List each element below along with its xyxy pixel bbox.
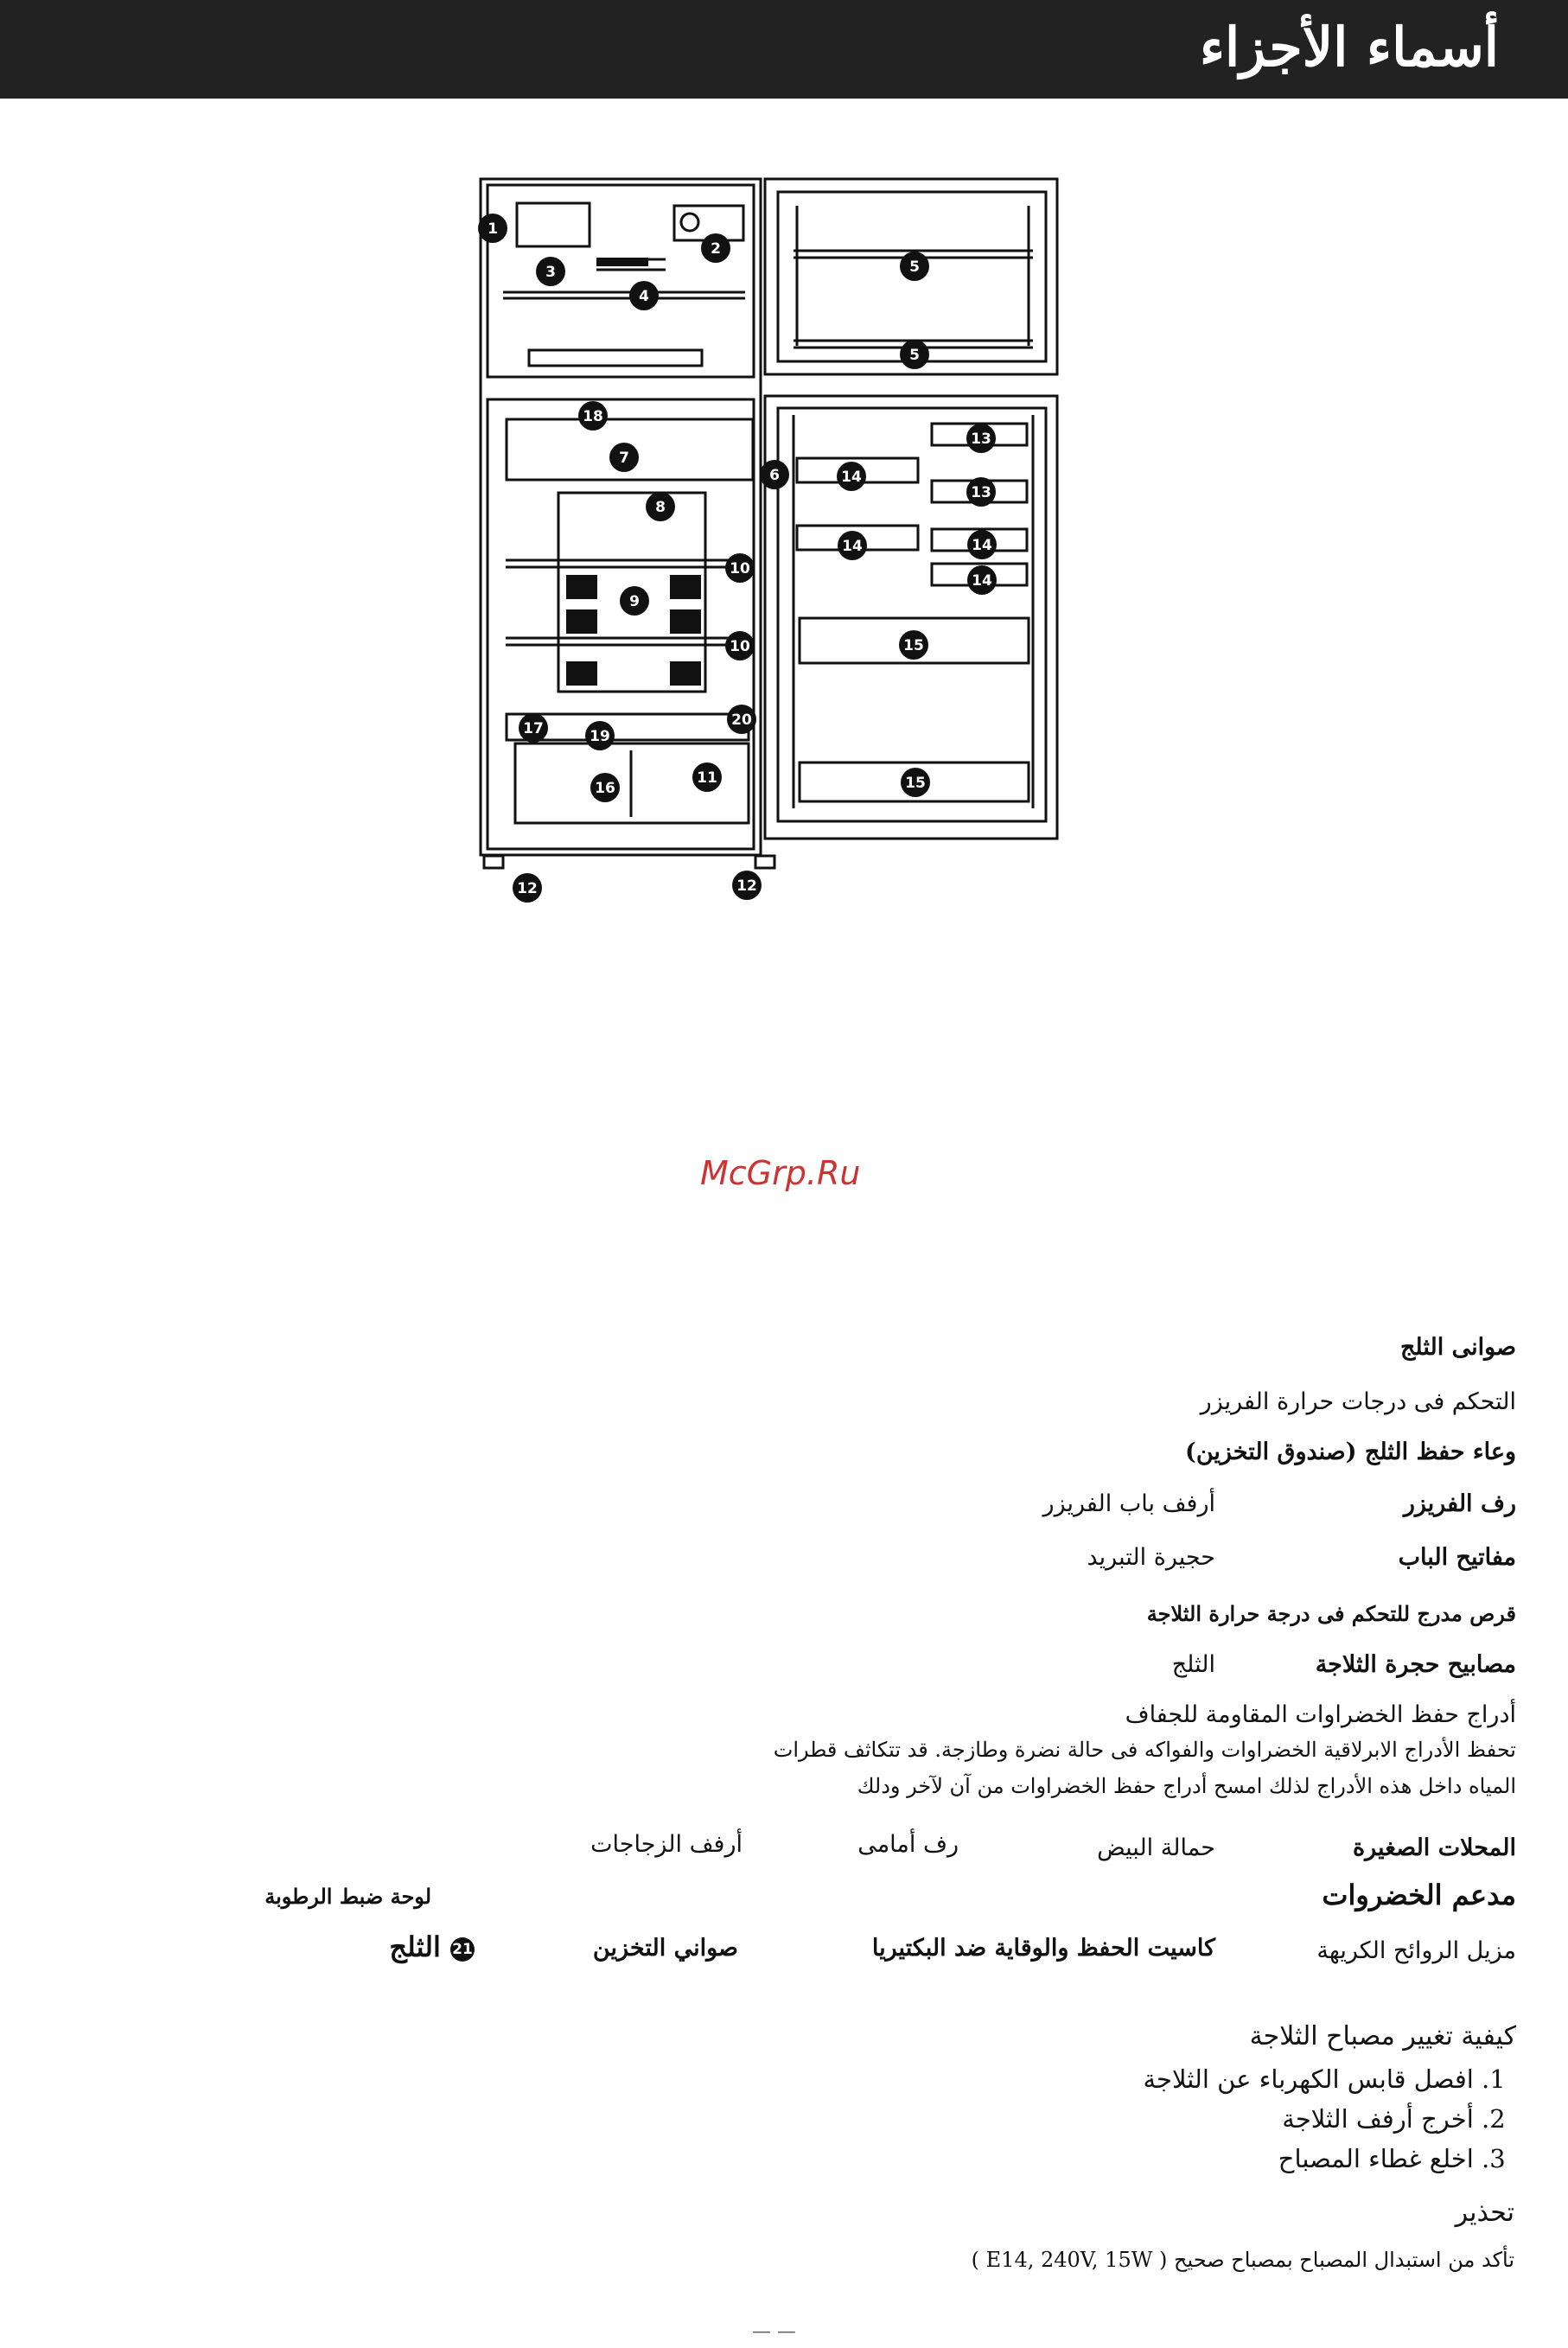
svg-text:12: 12 xyxy=(517,880,538,897)
callout-2 xyxy=(701,233,730,263)
fridge-diagram xyxy=(0,0,1568,951)
part-21-label: الثلج xyxy=(389,1930,441,1963)
part-16: مدعم الخضروات xyxy=(1322,1879,1516,1911)
lamp-step-2-number: 2. xyxy=(1482,2104,1506,2134)
warning-title: تحذير xyxy=(1455,2198,1514,2228)
svg-text:18: 18 xyxy=(583,408,603,425)
callout-15b xyxy=(901,768,930,797)
callout-1 xyxy=(478,214,507,243)
part-21 xyxy=(389,1930,475,1963)
part-2: التحكم فى درجات حرارة الفريزر xyxy=(1200,1388,1516,1415)
part-3: وعاء حفظ الثلج (صندوق التخزين) xyxy=(1185,1439,1516,1465)
page-title: أسماء الأجزاء xyxy=(1199,16,1499,79)
callout-4 xyxy=(629,281,659,310)
svg-text:13: 13 xyxy=(971,484,991,501)
part-10: الثلج xyxy=(1171,1651,1215,1678)
svg-text:14: 14 xyxy=(841,469,862,486)
page-marks: — — xyxy=(752,2321,796,2343)
callout-15a xyxy=(899,630,928,660)
svg-text:19: 19 xyxy=(590,728,610,745)
callout-8 xyxy=(646,492,675,521)
part-1: صوانى الثلج xyxy=(1399,1334,1516,1361)
callout-5a xyxy=(900,252,929,281)
callout-10b xyxy=(725,631,755,660)
svg-text:6: 6 xyxy=(769,467,780,484)
callout-16 xyxy=(590,773,620,802)
svg-text:17: 17 xyxy=(523,720,544,737)
svg-text:11: 11 xyxy=(697,769,717,787)
svg-text:15: 15 xyxy=(905,775,926,792)
svg-text:12: 12 xyxy=(736,877,757,895)
callout-18 xyxy=(578,401,608,431)
lamp-step-1-text: افصل قابس الكهرباء عن الثلاجة xyxy=(1143,2064,1474,2094)
warning-spec: ( E14, 240V, 15W ) xyxy=(971,2248,1168,2272)
callout-14d xyxy=(967,565,997,595)
callout-13b xyxy=(966,477,996,507)
callout-14b xyxy=(838,531,867,560)
lamp-step-1-number: 1. xyxy=(1482,2064,1506,2094)
part-14: رف أمامى xyxy=(857,1831,959,1858)
lamp-step-3 xyxy=(1278,2144,1516,2173)
part-12: المحلات الصغيرة xyxy=(1352,1834,1516,1861)
svg-text:9: 9 xyxy=(629,593,640,610)
lamp-section-title: كيفية تغيير مصباح الثلاجة xyxy=(1249,2021,1516,2051)
callout-3 xyxy=(536,257,565,286)
callout-5b xyxy=(900,340,929,369)
callout-14c xyxy=(967,530,997,559)
part-13: حمالة البيض xyxy=(1097,1834,1215,1861)
part-11-description-1: تحفظ الأدراج الابرلاقية الخضراوات والفواكه فى حالة نضرة وطازجة. قد تتكاثف قطرات xyxy=(773,1738,1516,1762)
watermark-text: McGrp.Ru xyxy=(700,1154,861,1192)
part-5: أرفف باب الفريزر xyxy=(1042,1490,1215,1517)
part-18: مزيل الروائح الكريهة xyxy=(1316,1937,1516,1964)
callout-7 xyxy=(609,443,639,472)
svg-text:2: 2 xyxy=(711,240,721,258)
callout-6 xyxy=(760,460,789,489)
part-9: مصابيح حجرة الثلاجة xyxy=(1315,1651,1516,1678)
svg-text:13: 13 xyxy=(971,431,991,448)
callout-12a xyxy=(513,873,542,903)
lamp-step-2-text: أخرج أرفف الثلاجة xyxy=(1282,2104,1474,2134)
svg-text:10: 10 xyxy=(730,638,750,655)
part-15: أرفف الزجاجات xyxy=(590,1831,743,1858)
callout-19 xyxy=(585,721,615,750)
callout-13a xyxy=(966,424,996,453)
lamp-step-3-number: 3. xyxy=(1482,2144,1506,2173)
callout-17 xyxy=(519,713,548,743)
svg-text:14: 14 xyxy=(972,537,992,554)
lamp-step-2 xyxy=(1282,2104,1516,2134)
part-11-description-2: المياه داخل هذه الأدراج لذلك امسح أدراج حفظ الخضراوات من آن لآخر ودلك xyxy=(857,1774,1516,1798)
part-4: رف الفريزر xyxy=(1403,1490,1516,1517)
svg-text:1: 1 xyxy=(488,220,498,238)
part-17: لوحة ضبط الرطوبة xyxy=(265,1884,431,1909)
svg-text:4: 4 xyxy=(639,288,649,305)
warning-text xyxy=(972,2248,1514,2272)
svg-text:8: 8 xyxy=(655,499,666,516)
svg-text:14: 14 xyxy=(972,572,992,590)
part-8: قرص مدرج للتحكم فى درجة حرارة الثلاجة xyxy=(1146,1601,1516,1626)
svg-text:16: 16 xyxy=(595,780,615,797)
part-19: كاسيت الحفظ والوقاية ضد البكتيريا xyxy=(871,1935,1215,1962)
callout-12b xyxy=(732,871,762,900)
svg-text:5: 5 xyxy=(909,258,920,276)
warning-message: تأكد من استبدال المصباح بمصباح صحيح xyxy=(1174,2248,1514,2272)
callout-9 xyxy=(620,586,649,616)
svg-text:5: 5 xyxy=(909,347,920,364)
callout-11 xyxy=(692,762,722,792)
part-6: مفاتيح الباب xyxy=(1398,1544,1516,1571)
lamp-step-3-text: اخلع غطاء المصباح xyxy=(1278,2144,1474,2173)
part-21-number: 21 xyxy=(450,1937,475,1962)
part-20: صواني التخزين xyxy=(592,1935,738,1962)
svg-text:7: 7 xyxy=(619,450,629,467)
callout-14a xyxy=(837,462,866,491)
svg-text:10: 10 xyxy=(730,560,750,577)
svg-text:20: 20 xyxy=(731,711,752,729)
callout-10a xyxy=(725,553,755,583)
svg-text:3: 3 xyxy=(545,264,556,281)
svg-text:14: 14 xyxy=(842,538,863,555)
callout-20 xyxy=(727,705,756,734)
lamp-step-1 xyxy=(1144,2064,1517,2094)
cabinet-outline xyxy=(481,179,761,855)
svg-text:15: 15 xyxy=(903,637,924,654)
part-11: أدراج حفظ الخضراوات المقاومة للجفاف xyxy=(1125,1701,1516,1728)
part-7: حجيرة التبريد xyxy=(1087,1544,1215,1571)
